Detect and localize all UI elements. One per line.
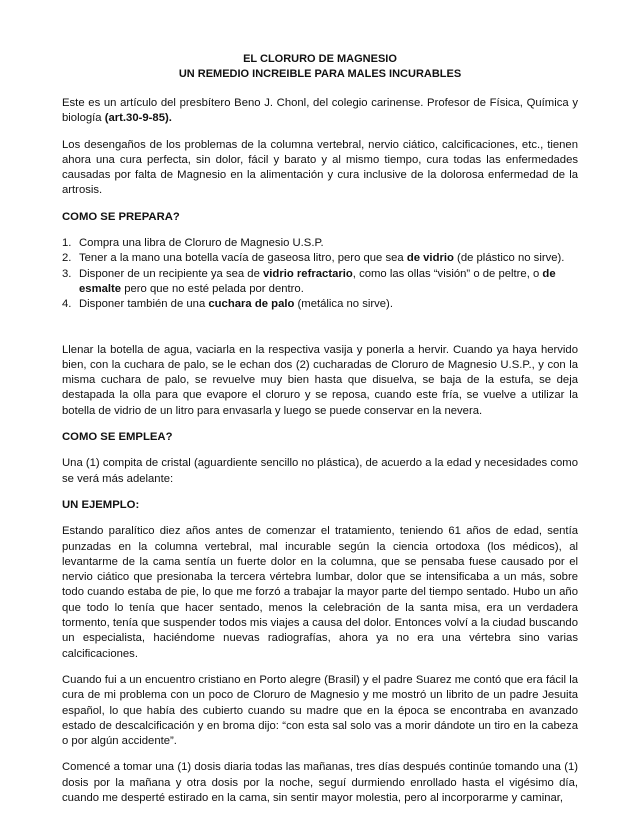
heading-prepara: COMO SE PREPARA? — [62, 210, 180, 223]
intro-reference: (art.30-9-85). — [104, 112, 172, 125]
step-text: pero que no esté pelada por dentro. — [121, 282, 304, 295]
step-text: Disponer también de una — [79, 298, 209, 311]
llenar-paragraph: Llenar la botella de agua, vaciarla en la respectiva vasija y ponerla a hervir. Cuando ya haya hervido bien, con la cuchara de palo, se le echan dos (2) cucharadas de Cloruro de Magnesio U.S.P., y con la misma cuchara de palo, se revuelve muy bien hasta que disuelva, se baja de la estufa, se deja destapada la olla para que evapore el cloruro y se reposa, cuando este fría, se vuelve a utilizar la botella de vidrio de un litro para envasarla y luego se puede conservar en la nevera. — [62, 343, 578, 417]
step-text: , como las ollas “visión” o de peltre, o — [352, 267, 543, 280]
document-subtitle: UN REMEDIO INCREIBLE PARA MALES INCURABLES — [178, 67, 462, 80]
step-text: Tener a la mano una botella vacía de gaseosa litro, pero que sea — [79, 252, 407, 265]
desengano-paragraph: Los desengaños de los problemas de la columna vertebral, nervio ciático, calcificaciones, etc., tienen ahora una cura perfecta, sin dolor, fácil y barato y al mismo tiempo, cura todas las enfermedades causadas por falta de Magnesio en la alimentación y cura inclusive de la dolorosa enfermedad de la artrosis. — [62, 138, 578, 197]
step-number: 1. — [62, 237, 72, 250]
heading-ejemplo: UN EJEMPLO: — [62, 498, 140, 511]
step-number: 3. — [62, 267, 72, 280]
step-emphasis: de vidrio — [406, 252, 454, 265]
step-emphasis: cuchara de palo — [208, 298, 295, 311]
porto-paragraph: Cuando fui a un encuentro cristiano en Porto alegre (Brasil) y el padre Suarez me contó que era fácil la cura de mi problema con un poco de Cloruro de Magnesio y me mostró un librito de un padre Jesuita español, lo que había des cubierto cuando su madre que en la época se encontraba en avanzado estado de descalcificación y en broma dijo: “con esta sal solo vas a morir dándote un tiro en la cabeza o por algún accidente”. — [62, 673, 578, 748]
list-item — [62, 251, 578, 266]
step-emphasis: de esmalte — [79, 267, 556, 295]
list-item — [62, 267, 578, 298]
intro-text: Este es un artículo del presbítero Beno J. Chonl, del colegio carinense. Profesor de Física, Química y biología — [62, 97, 578, 125]
list-item — [62, 236, 578, 251]
step-text: (metálica no sirve). — [294, 298, 393, 311]
document-title: EL CLORURO DE MAGNESIO — [243, 53, 397, 65]
compita-paragraph: Una (1) compita de cristal (aguardiente sencillo no plástica), de acuerdo a la edad y necesidades como se verá más adelante: — [62, 457, 578, 485]
step-text: Disponer de un recipiente ya sea de — [79, 267, 264, 280]
step-number: 4. — [62, 298, 72, 311]
step-emphasis: vidrio refractario — [263, 267, 353, 280]
step-number: 2. — [62, 252, 72, 265]
paralitico-paragraph: Estando paralítico diez años antes de comenzar el tratamiento, teniendo 61 años de edad, sentía punzadas en la columna vertebral, mal incurable según la ciencia ortodoxa (los médicos), al levantarme de la cama sentía un fuerte dolor en la columna, que se pensaba fuese causado por el nervio ciático que presionaba la tercera vértebra lumbar, dolor que se intensificaba a un más, sobre todo cuando estaba de pie, lo que me forzó a trabajar la mayor parte del tiempo sentado. Hubo un año que todo lo tenía que hacer sentado, menos la celebración de la santa misa, era un verdadera tormento, tenía que suspender todos mis viajes a causa del dolor. Entonces volví a la ciudad buscando un especialista, haciéndome nuevas radiografías, ahora ya no era una vértebra sino varias calcificaciones. — [62, 525, 578, 660]
comence-paragraph: Comencé a tomar una (1) dosis diaria todas las mañanas, tres días después continúe tomando una (1) dosis por la mañana y otra dosis por la noche, seguí durmiendo enrollado hasta el vigésimo día, cuando me desperté estirado en la cama, sin sentir mayor molestia, pero al incorporarme y caminar, — [62, 761, 578, 804]
list-item — [62, 297, 578, 312]
step-text: Compra una libra de Cloruro de Magnesio U.S.P. — [79, 237, 324, 250]
intro-paragraph — [62, 96, 578, 127]
preparation-steps-list — [62, 236, 578, 312]
step-text: (de plástico no sirve). — [453, 252, 565, 265]
heading-emplea: COMO SE EMPLEA? — [62, 431, 173, 444]
